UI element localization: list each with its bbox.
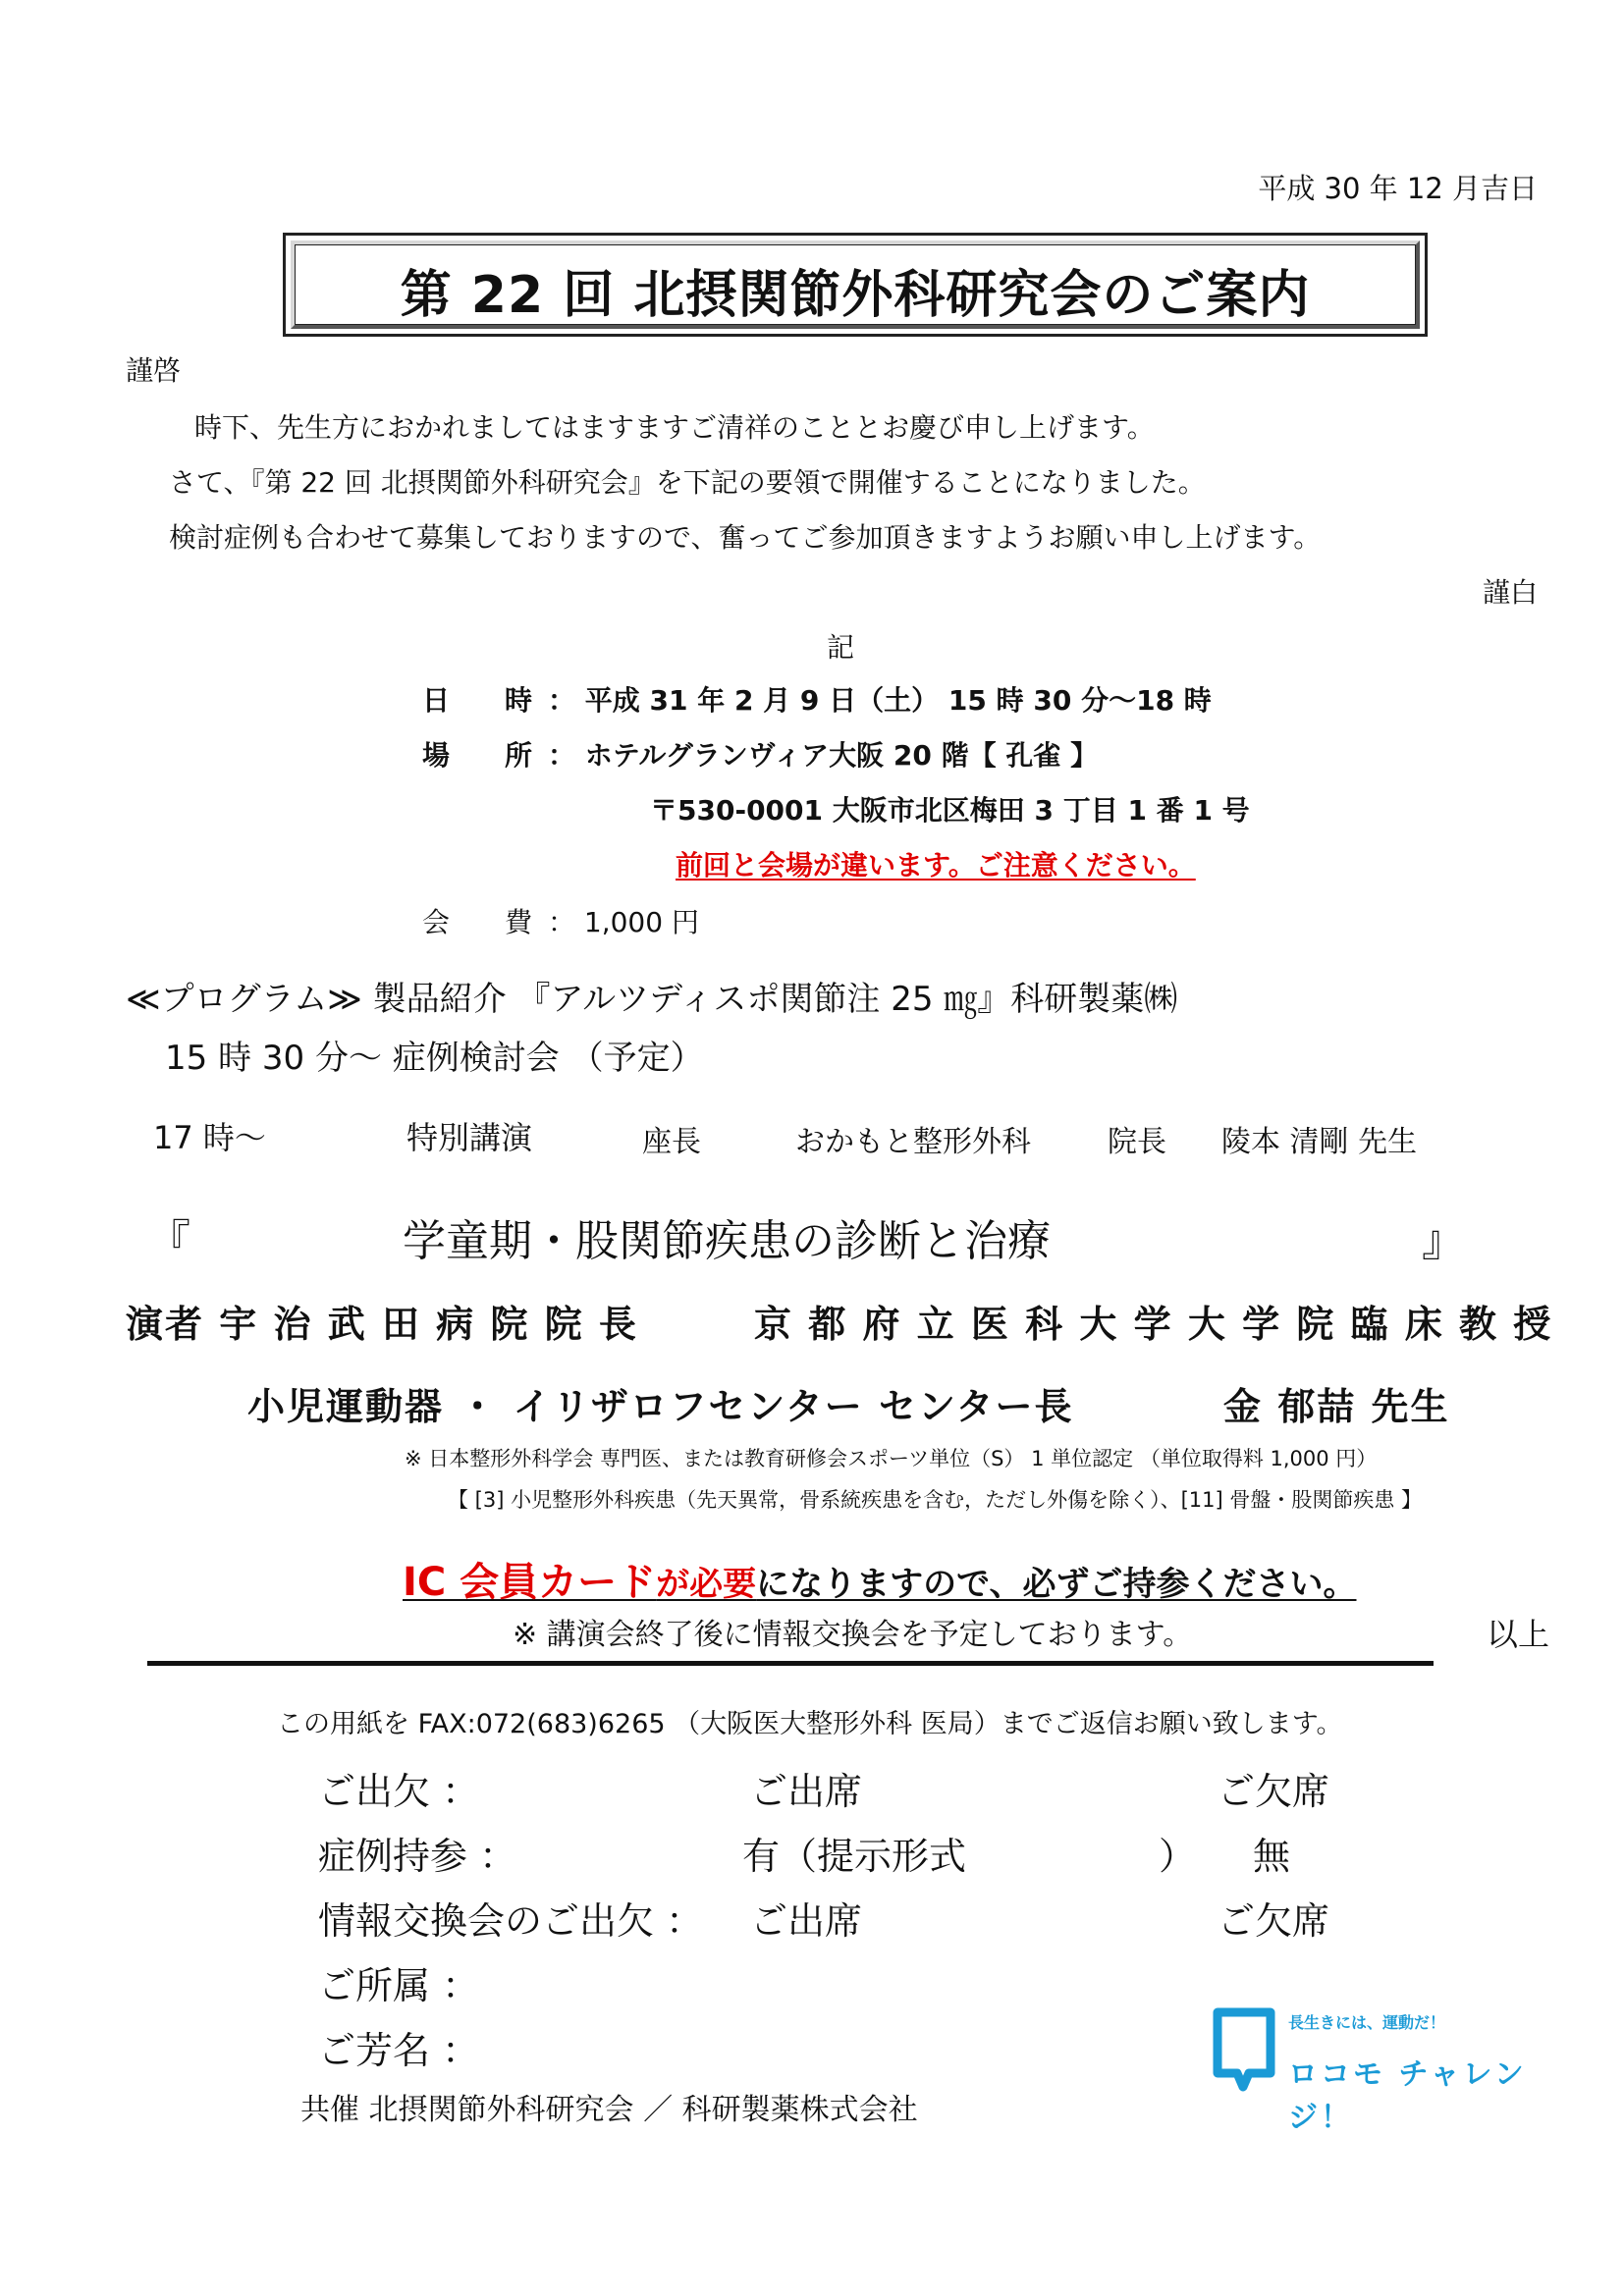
ki-heading: 記	[827, 631, 855, 664]
ijou: 以上	[1486, 1616, 1549, 1653]
greeting-open: 謹啓	[126, 354, 182, 387]
case-no[interactable]: 無	[1253, 1835, 1291, 1878]
place-value: ： ホテルグランヴィア大阪 20 階【 孔雀 】	[548, 739, 1099, 772]
speaker-name: 金 郁喆 先生	[1223, 1385, 1450, 1428]
party-label: 情報交換会のご出欠 ：	[318, 1899, 704, 1943]
name-label: ご芳名 ：	[318, 2029, 480, 2072]
attend-yes[interactable]: ご出席	[750, 1770, 863, 1813]
case-label: 症例持参 ：	[318, 1835, 517, 1878]
attend-label: ご出欠 ：	[318, 1770, 480, 1813]
post-note: ※ 講演会終了後に情報交換会を予定しております。	[513, 1618, 1193, 1652]
party-no[interactable]: ご欠席	[1218, 1899, 1330, 1943]
title-frame	[283, 233, 1428, 337]
cohost: 共催 北摂関節外科研究会 ／ 科研製薬株式会社	[300, 2093, 918, 2127]
greeting-line-3: 検討症例も合わせて募集しておりますので、奮ってご参加頂きますようお願い申し上げます。	[169, 521, 1322, 554]
locomo-mark-icon	[1210, 2002, 1278, 2101]
address: 〒530-0001 大阪市北区梅田 3 丁目 1 番 1 号	[650, 794, 1250, 827]
credit-line-2: 【 [3] 小児整形外科疾患（先天異常，骨系統疾患を含む，ただし外傷を除く）、[11] 骨盤・股関節疾患 】	[448, 1488, 1423, 1512]
place-label: 場 所	[422, 739, 533, 772]
ic-card-part-1: IC 会員カード	[403, 1560, 657, 1605]
issue-date: 平成 30 年 12 月吉日	[1258, 172, 1538, 205]
special-lecture-label: 特別講演	[406, 1119, 533, 1156]
chair-name: 陵本 清剛 先生	[1221, 1125, 1418, 1159]
locomo-challenge-logo	[1210, 2002, 1539, 2135]
greeting-line-2: さて、『第 22 回 北摂関節外科研究会』を下記の要領で開催することになりました。	[169, 466, 1206, 499]
speaker-line-2a: 小児運動器 ・ イリザロフセンター センター長	[247, 1385, 1074, 1428]
greeting-close: 謹白	[1482, 576, 1538, 609]
speaker-line-1b: 京 都 府 立 医 科 大 学 大 学 院 臨 床 教 授	[754, 1303, 1553, 1346]
venue-notice: 前回と会場が違います。ご注意ください。	[676, 849, 1196, 881]
party-yes[interactable]: ご出席	[750, 1899, 863, 1943]
program-time-17: 17 時～	[153, 1119, 266, 1156]
logo-name: ロコモ チャレンジ！	[1288, 2057, 1527, 2135]
logo-tagline: 長生きには、運動だ！	[1288, 2013, 1446, 2032]
page-title: 第 22 回 北摂関節外科研究会のご案内	[400, 266, 1311, 325]
datetime-label: 日 時	[422, 684, 533, 717]
lecture-open-bracket: 『	[147, 1216, 190, 1266]
lecture-title: 学童期・股関節疾患の診断と治療	[403, 1216, 1051, 1266]
greeting-line-1: 時下、先生方におかれましてはますますご清祥のこととお慶び申し上げます。	[194, 411, 1155, 444]
fee-label: 会 費	[422, 906, 533, 938]
ic-card-notice	[403, 1551, 1357, 1607]
credit-line-1: ※ 日本整形外科学会 専門医、または教育研修会スポーツ単位（S） 1 単位認定 （単位取得料 1,000 円）	[405, 1447, 1378, 1470]
speaker-line-1a: 演者 宇 治 武 田 病 院 院 長	[126, 1303, 638, 1346]
program-line-2: 15 時 30 分～ 症例検討会 （予定）	[165, 1039, 704, 1078]
ic-card-part-2: が必要	[656, 1565, 757, 1604]
fax-instruction: この用紙を FAX:072(683)6265 （大阪医大整形外科 医局）までご返信お願い致します。	[277, 1709, 1343, 1739]
ic-card-part-3: になりますので、必ずご持参ください。	[756, 1565, 1357, 1604]
chair-role: 院長	[1108, 1125, 1166, 1159]
case-yes[interactable]: 有（提示形式	[742, 1835, 967, 1878]
case-paren-close: ）	[1159, 1835, 1197, 1878]
affiliation-label: ご所属 ：	[318, 1964, 480, 2007]
chair-org: おかもと整形外科	[795, 1125, 1031, 1159]
lecture-close-bracket: 』	[1422, 1216, 1465, 1266]
program-line-1: ≪プログラム≫ 製品紹介 『アルツディスポ関節注 25 ㎎』科研製薬㈱	[126, 980, 1178, 1019]
attend-no[interactable]: ご欠席	[1218, 1770, 1330, 1813]
separator-line	[147, 1661, 1434, 1666]
fee-value: ： 1,000 円	[548, 906, 699, 938]
datetime-value: ： 平成 31 年 2 月 9 日（土） 15 時 30 分～18 時	[548, 684, 1212, 717]
chair-label: 座長	[642, 1125, 701, 1159]
